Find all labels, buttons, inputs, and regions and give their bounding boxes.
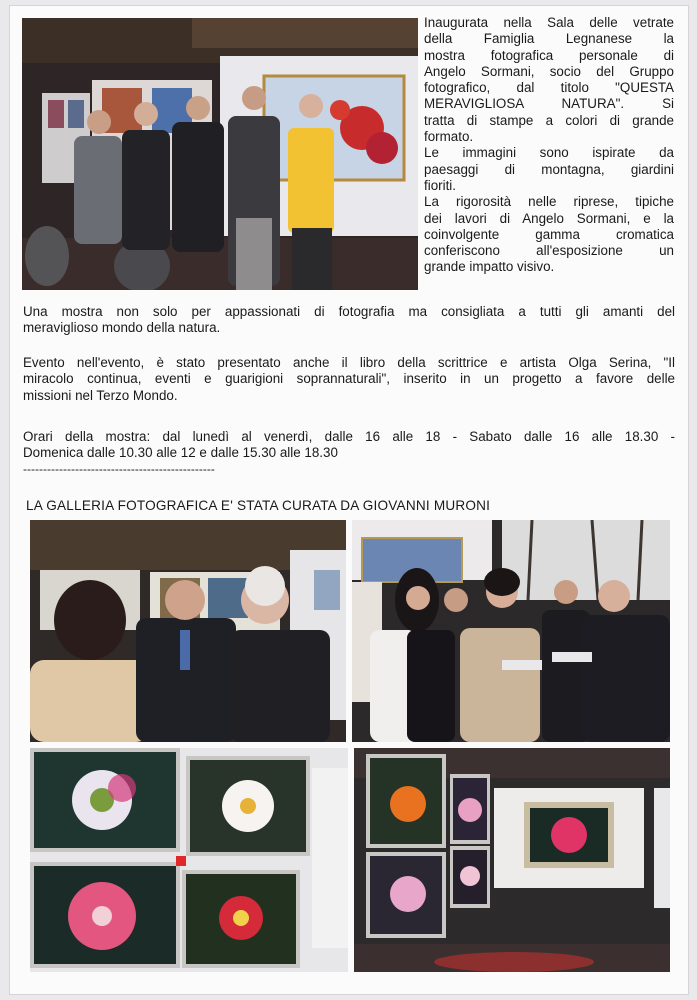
paragraph-line: miracolo continua, eventi e guarigioni soprannaturali", inserito in un progetto a favore delle <box>23 371 675 387</box>
paragraph-show <box>23 304 675 337</box>
intro-line: della Famiglia Legnanese la <box>424 31 674 47</box>
intro-line: Angelo Sormani, socio del Gruppo <box>424 63 674 79</box>
rigor-line: dei lavori di Angelo Sormani, e la <box>424 210 674 226</box>
paragraph-hours <box>23 429 675 462</box>
inspiration-line: fioriti. <box>424 177 456 193</box>
intro-line: Inaugurata nella Sala delle vetrate <box>424 15 674 30</box>
intro-line: tratta di stampe a colori di grande <box>424 112 674 128</box>
article-intro <box>424 15 674 276</box>
exhibition-wall-photo <box>354 748 670 972</box>
intro-line: mostra fotografica personale di <box>424 47 674 63</box>
visitors-photo <box>352 520 670 742</box>
inspiration-line: Le immagini sono ispirate da <box>424 145 674 161</box>
inspiration-line: paesaggi di montagna, giardini <box>424 161 674 177</box>
paragraph-line: Una mostra non solo per appassionati di fotografia ma consigliata a tutti gli amanti del <box>23 304 675 319</box>
conversation-photo <box>30 520 346 742</box>
separator-line: ------------------------------------------------ <box>23 462 215 476</box>
paragraph-line: Domenica dalle 10.30 alle 12 e dalle 15.30 alle 18.30 <box>23 445 338 461</box>
paragraph-line: missioni nel Terzo Mondo. <box>23 387 178 403</box>
paragraph-line: Evento nell'evento, è stato presentato anche il libro della scrittrice e artista Olga Serina, "Il <box>23 355 675 370</box>
flower-panel-photo <box>30 748 348 972</box>
intro-line: fotografico, dal titolo "QUESTA <box>424 80 674 96</box>
rigor-line: coinvolgente gamma cromatica <box>424 226 674 242</box>
rigor-line: La rigorosità nelle riprese, tipiche <box>424 194 674 210</box>
rigor-line: grande impatto visivo. <box>424 259 555 275</box>
rigor-line: conferiscono all'esposizione un <box>424 243 674 259</box>
group-photo <box>22 18 418 290</box>
paragraph-line: meraviglioso mondo della natura. <box>23 320 221 336</box>
paragraph-line: Orari della mostra: dal lunedì al venerdì, dalle 16 alle 18 - Sabato dalle 16 alle 18.30 - <box>23 429 675 444</box>
gallery-heading: LA GALLERIA FOTOGRAFICA E' STATA CURATA DA GIOVANNI MURONI <box>26 498 491 513</box>
intro-line: MERAVIGLIOSA NATURA". Si <box>424 96 674 112</box>
paragraph-event <box>23 355 675 404</box>
intro-line: formato. <box>424 129 474 145</box>
